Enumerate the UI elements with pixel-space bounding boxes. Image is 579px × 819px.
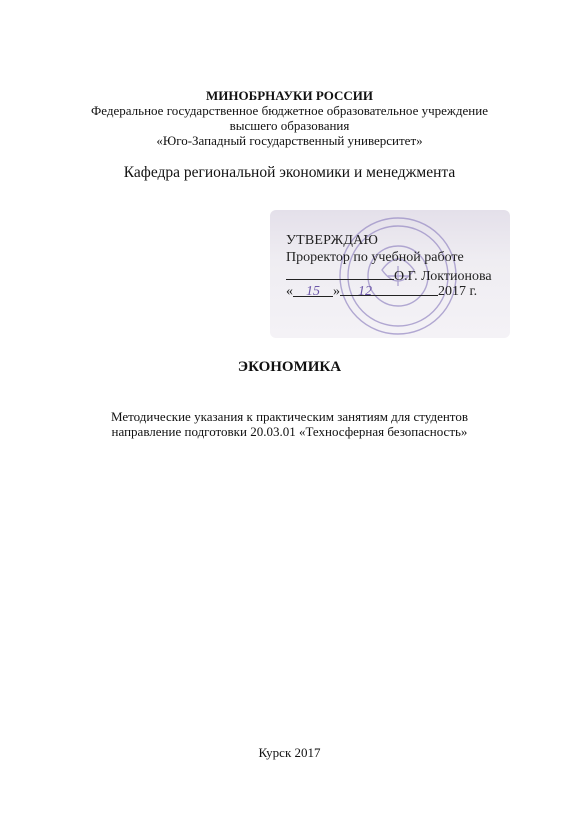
description-line-2: направление подготовки 20.03.01 «Техносферная безопасность» [111, 424, 468, 439]
approval-day: 15 [306, 284, 320, 299]
approval-month: 12 [358, 284, 372, 299]
institution-line-2: высшего образования [229, 118, 350, 133]
institution-line-1: Федеральное государственное бюджетное образовательное учреждение [91, 103, 488, 118]
quote-open: « [286, 284, 293, 299]
document-title: ЭКОНОМИКА [237, 359, 342, 375]
university-name: «Юго-Западный государственный университет» [156, 133, 423, 148]
approval-heading: УТВЕРЖДАЮ [286, 233, 379, 248]
city-year: Курск 2017 [258, 745, 321, 760]
signature-underline [286, 267, 394, 280]
day-field [293, 284, 333, 297]
approver-name: О.Г. Локтионова [394, 269, 492, 284]
quote-close: » [333, 284, 340, 299]
approval-signature-line [286, 267, 492, 285]
approval-block [270, 210, 510, 338]
approval-date-line [286, 284, 477, 300]
ministry-heading: МИНОБРНАУКИ РОССИИ [206, 88, 373, 103]
department-name: Кафедра региональной экономики и менеджмента [123, 164, 456, 181]
description-line-1: Методические указания к практическим занятиям для студентов [111, 409, 468, 424]
approval-year: 2017 г. [438, 284, 478, 299]
month-field [340, 284, 438, 299]
approval-position: Проректор по учебной работе [286, 250, 464, 265]
